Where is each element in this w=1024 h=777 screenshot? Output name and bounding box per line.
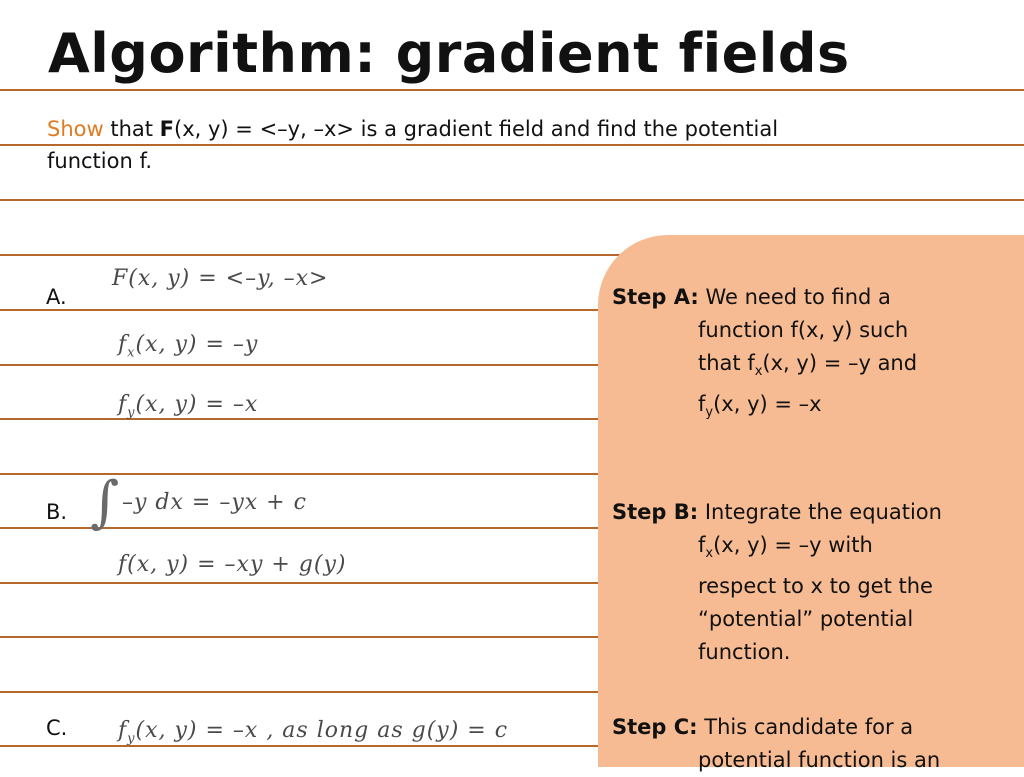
- step-a-line1: We need to find a: [698, 285, 891, 309]
- prompt-verb: Show: [47, 117, 104, 141]
- step-b-line5: function.: [698, 640, 791, 665]
- step-b-line3: respect to x to get the: [698, 574, 933, 599]
- step-a-head: Step A:: [612, 285, 699, 309]
- step-c-line2: potential function is an: [698, 748, 941, 772]
- handwriting-b2: f(x, y) = –xy + g(y): [118, 552, 347, 577]
- handwriting-a3: $f_y(x$, y) = –x: [118, 392, 259, 421]
- label-c: C.: [46, 716, 68, 740]
- step-b: [612, 496, 1012, 669]
- step-a: [612, 281, 1012, 429]
- ruled-line: [0, 199, 1024, 201]
- step-a-line3: that $f_x(x$, y) = –y and: [698, 351, 918, 380]
- step-b-line2: $f_x(x$, y) = –y with: [698, 533, 873, 562]
- integral-sign: ∫: [90, 470, 120, 535]
- step-c-line1: This candidate for a: [697, 715, 914, 739]
- handwriting-c1: $f_y(x$, y) = –x , as long as g(y) = c: [118, 718, 509, 747]
- prompt-text-rest: (x, y) = <–y, –x> is a gradient field and find the potential function f.: [47, 117, 779, 173]
- prompt-text: that: [103, 117, 160, 141]
- step-a-line2: function f(x, y) such: [698, 318, 909, 342]
- label-b: B.: [46, 500, 68, 524]
- step-b-head: Step B:: [612, 500, 699, 524]
- label-a: A.: [46, 285, 67, 309]
- step-b-line1: Integrate the equation: [698, 500, 942, 524]
- handwriting-a1: F(x, y) = <–y, –x>: [112, 266, 329, 291]
- step-a-line4: $f_y(x$, y) = –x: [698, 392, 822, 421]
- step-c-head: Step C:: [612, 715, 698, 739]
- step-b-line4: “potential” potential: [698, 607, 914, 632]
- problem-statement: [47, 113, 847, 177]
- step-c: [612, 711, 1012, 777]
- slide-title: Algorithm: gradient fields: [48, 22, 850, 85]
- handwriting-b1: –y dx = –yx + c: [122, 490, 307, 515]
- handwriting-a2: $f_x(x$, y) = –y: [118, 332, 259, 361]
- ruled-line: [0, 89, 1024, 91]
- prompt-field-symbol: F: [159, 117, 175, 141]
